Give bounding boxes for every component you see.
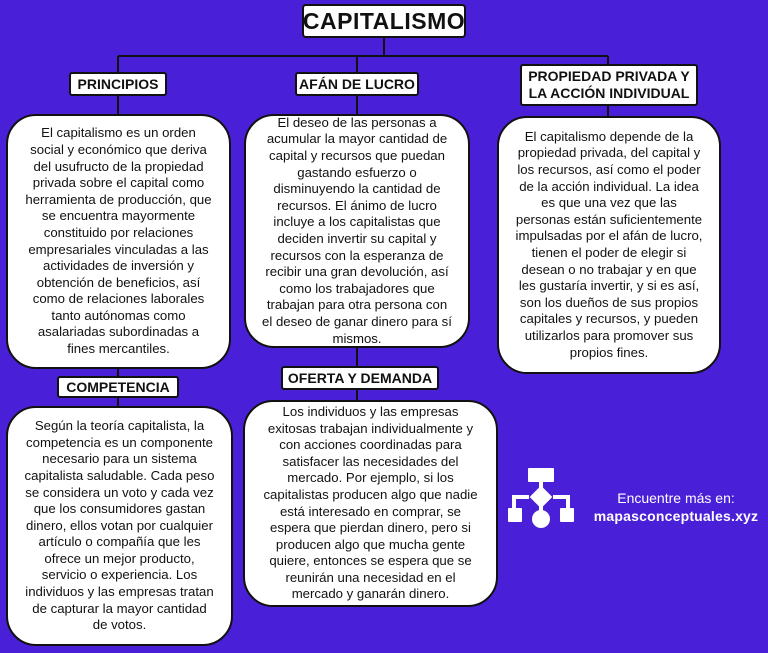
afan-de-lucro-text: El deseo de las personas a acumular la mayor cantidad de capital y recursos que puedan gastando esfuerzo o disminuyendo la cantidad de recursos. El ánimo de lucro incluye a los capitalistas que deciden invertir su capital y recursos con la esperanza de recibir una gran devolución, así como los trabajadores que trabajan para otra persona con el deseo de ganar dinero para sí mismos.: [262, 114, 452, 346]
brand-website[interactable]: mapasconceptuales.xyz: [593, 508, 759, 524]
competencia-text: Según la teoría capitalista, la competencia es un componente necesario para un sistema capitalista saludable. Cada peso se considera un voto y cada vez que los consumidores gastan dinero, ellos votan por cualquier artículo o compañía que les ofrece un mejor producto, servicio o experiencia. Los individuos y las empresas tratan de capturar la mayor cantidad de votos.: [24, 418, 215, 633]
main-title: CAPITALISMO: [302, 4, 466, 38]
propiedad-privada-label-line2: LA ACCIÓN INDIVIDUAL: [528, 85, 690, 101]
principios-card: [6, 114, 231, 369]
competencia-label: COMPETENCIA: [57, 376, 179, 398]
principios-label: PRINCIPIOS: [69, 72, 167, 96]
competencia-card: [6, 406, 233, 646]
oferta-y-demanda-label: OFERTA Y DEMANDA: [281, 366, 439, 390]
oferta-y-demanda-text: Los individuos y las empresas exitosas trabajan individualmente y con acciones coordinadas para satisfacer las necesidades del mercado. Por ejemplo, si los capitalistas producen algo que nadie está interesado en comprar, se espera que pierdan dinero, pero si producen algo que mucha gente quiere, entonces se espera que se reunirán una necesidad en el mercado y ganarán dinero.: [263, 403, 478, 602]
brand-line1: Encuentre más en:: [617, 490, 735, 506]
propiedad-privada-card: [497, 116, 721, 374]
propiedad-privada-label-line1: PROPIEDAD PRIVADA Y: [528, 68, 690, 84]
afan-de-lucro-card: [244, 114, 470, 348]
oferta-y-demanda-card: [243, 400, 498, 607]
flowchart-icon: [508, 466, 574, 532]
propiedad-privada-label: [520, 64, 698, 106]
principios-text: El capitalismo es un orden social y económico que deriva del usufructo de la propiedad privada sobre el capital como herramienta de producción, que se encuentra mayormente constituido por relaciones empresariales vinculadas a las actividades de inversión y obtención de beneficios, así como de relaciones laborales tanto autónomas como asalariadas subordinadas a fines mercantiles.: [25, 125, 212, 357]
propiedad-privada-text: El capitalismo depende de la propiedad privada, del capital y los recursos, así como el poder de la acción individual. La idea es que una vez que las personas están suficientemente impulsadas por el afán de lucro, tienen el poder de elegir si desean o no trabajar y en que les gustaría invertir, y si es así, son los dueños de sus propios capitales y recursos, y pueden utilizarlos para promover sus propios fines.: [515, 128, 703, 360]
afan-de-lucro-label: AFÁN DE LUCRO: [295, 72, 419, 96]
brand-text: [588, 489, 764, 525]
